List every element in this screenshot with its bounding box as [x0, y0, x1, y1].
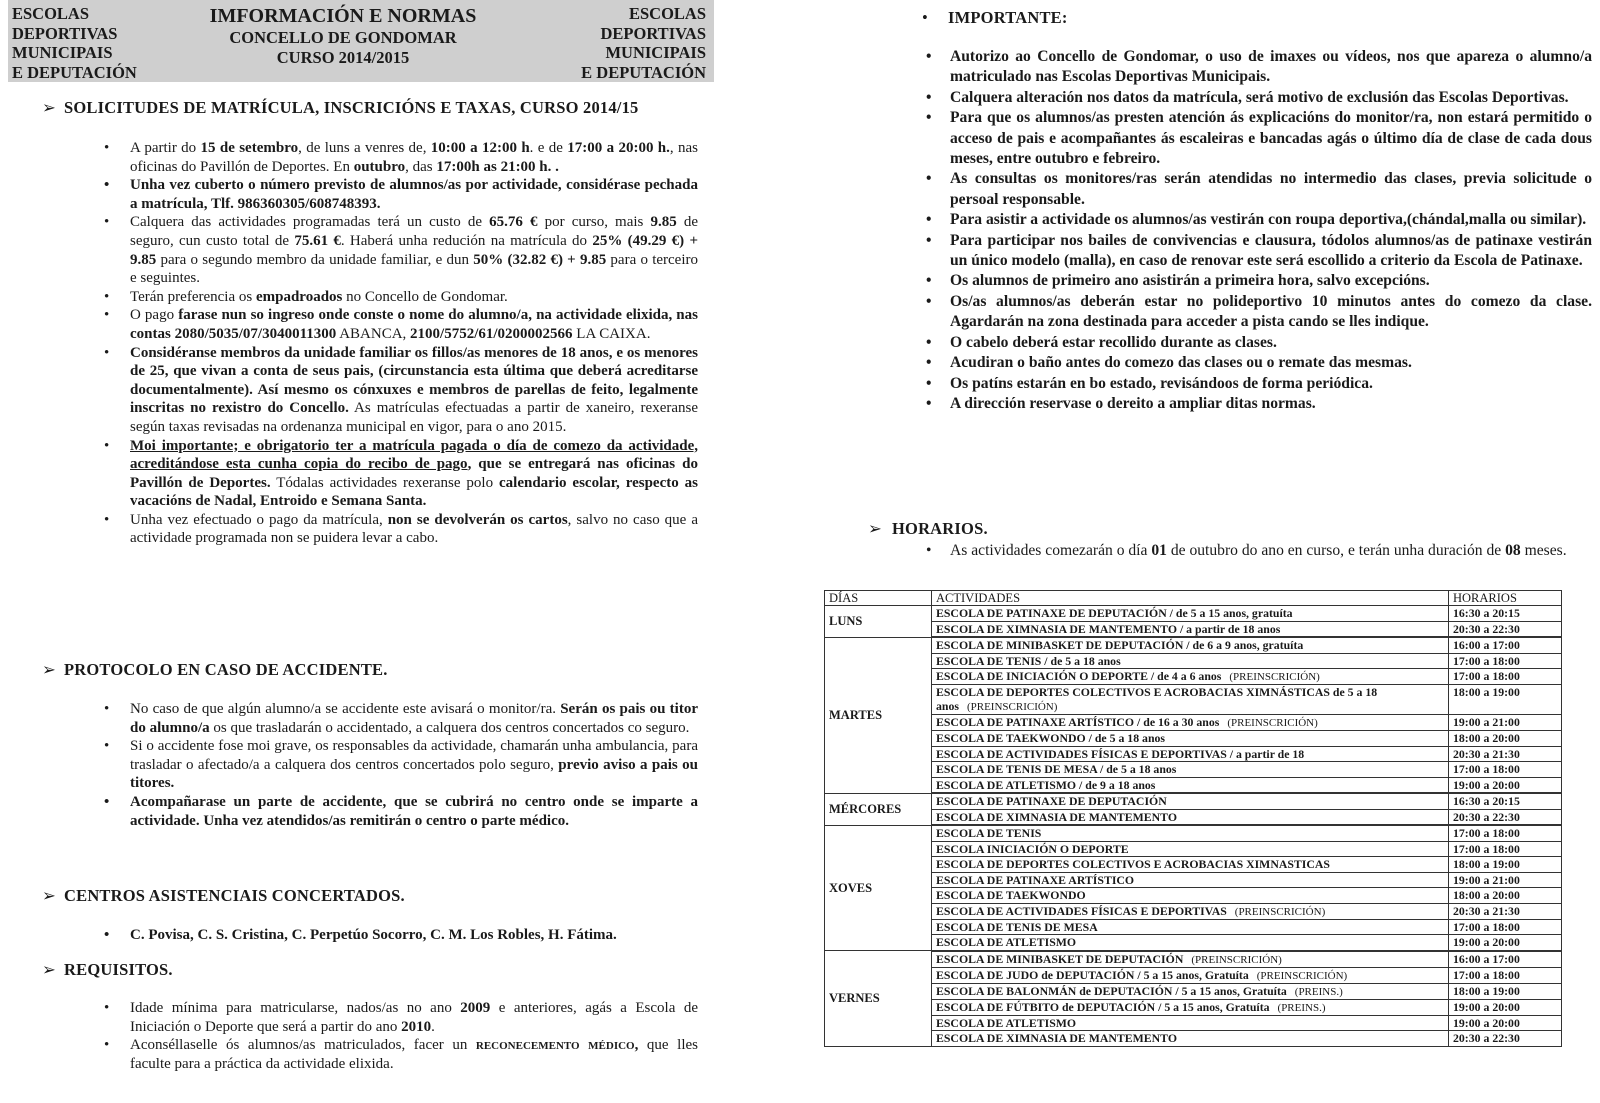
- list-item: [926, 353, 1592, 373]
- section-title-text: IMPORTANTE:: [948, 8, 1068, 27]
- activity-cell: [932, 841, 1449, 857]
- list-item: [926, 210, 1592, 230]
- section-title-centros: [42, 886, 405, 906]
- activity-name: ESCOLA DE ATLETISMO / de 9 a 18 anos: [936, 777, 1156, 792]
- arrow-icon: ➢: [42, 660, 57, 679]
- hours-cell: 19:00 a 20:00: [1449, 1015, 1562, 1031]
- text-run: para o terceiro e seguintes.: [130, 251, 698, 287]
- text-run: LA CAIXA.: [572, 325, 651, 342]
- hours-cell: 17:00 a 18:00: [1449, 669, 1562, 685]
- section-title-importante: [922, 8, 1068, 28]
- hours-cell: 18:00 a 20:00: [1449, 731, 1562, 747]
- hours-cell: 17:00 a 18:00: [1449, 841, 1562, 857]
- activity-name: ESCOLA DE XIMNASIA DE MANTEMENTO: [936, 809, 1178, 824]
- text-run: .: [431, 1018, 435, 1035]
- bullet-icon: •: [926, 272, 932, 290]
- hours-cell: 20:30 a 22:30: [1449, 1031, 1562, 1047]
- text-run: C. Povisa, C. S. Cristina, C. Perpetúo Socorro, C. M. Los Robles, H. Fátima.: [130, 927, 617, 943]
- hours-cell: 19:00 a 20:00: [1449, 777, 1562, 793]
- text-run: 10:00 a 12:00 h: [430, 140, 530, 156]
- text-run: Acudiran o baño antes do comezo das clases ou o remate das mesmas.: [950, 354, 1412, 372]
- activity-name: ESCOLA DE XIMNASIA DE MANTEMENTO: [936, 1031, 1178, 1045]
- table-row: [825, 872, 1562, 888]
- list-item: [104, 511, 698, 548]
- text-run: Terán preferencia os: [130, 288, 256, 305]
- requisitos-list: [104, 999, 698, 1073]
- activity-name: ESCOLA DE ATLETISMO: [936, 935, 1077, 949]
- text-run: previo aviso a pais ou titores.: [130, 756, 698, 792]
- text-run: As actividades comezarán o día: [950, 542, 1152, 559]
- bullet-icon: •: [104, 307, 110, 324]
- table-row: [825, 919, 1562, 935]
- activity-cell: [932, 762, 1449, 778]
- list-item: [104, 926, 698, 945]
- table-row: [825, 777, 1562, 793]
- table-row: [825, 746, 1562, 762]
- preinscription-note: (PREINSCRICIÓN): [1256, 969, 1348, 982]
- arrow-icon: ➢: [42, 960, 57, 979]
- arrow-icon: ➢: [42, 886, 57, 905]
- text-run: As matrículas efectuadas a partir de xaneiro, rexeranse según taxas revisadas na ordenanza municipal en vigor, para o ano 2015.: [130, 400, 698, 435]
- text-run: farase nun so ingreso onde conste o nome do alumno/a, na actividade elixida, nas contas 2080/5035/07/3040011300: [130, 307, 698, 342]
- header-right-line: ESCOLAS: [628, 4, 706, 23]
- header-left-line: ESCOLAS: [12, 4, 90, 23]
- day-cell: LUNS: [825, 606, 932, 638]
- preinscription-note: (PREINS.): [1294, 985, 1343, 998]
- header-center: [198, 4, 488, 67]
- header-course: CURSO 2014/2015: [276, 47, 410, 67]
- text-run: Tódalas actividades rexeranse polo: [270, 474, 500, 491]
- bullet-icon: •: [104, 738, 110, 755]
- text-run: Aconséllaselle ós alumnos/as matriculados, facer un: [130, 1037, 476, 1054]
- activity-name: ESCOLA DE PATINAXE DE DEPUTACIÓN: [936, 794, 1167, 808]
- header-left-line: E DEPUTACIÓN: [12, 62, 137, 82]
- list-item: [104, 288, 698, 307]
- activity-cell: [932, 951, 1449, 968]
- bullet-icon: •: [104, 140, 110, 156]
- day-cell: MÉRCORES: [825, 793, 932, 825]
- text-run: No caso de que algún alumno/a se accidente este avisará o monitor/ra.: [130, 701, 561, 717]
- text-run: meses.: [1520, 542, 1567, 559]
- header-right-line: MUNICIPAIS: [605, 43, 706, 62]
- list-item: [926, 374, 1592, 394]
- table-row: [825, 999, 1562, 1015]
- list-item: [926, 271, 1592, 291]
- left-column: [8, 0, 714, 82]
- list-item: [104, 437, 698, 511]
- hours-cell: 16:30 a 20:15: [1449, 793, 1562, 809]
- text-run: 17:00h as 21:00 h. .: [436, 158, 559, 175]
- text-run: As consultas os monitores/ras serán atendidas no intermedio das clases, previa solicitude o persoal responsable.: [950, 170, 1592, 208]
- bullet-icon: •: [926, 333, 932, 351]
- activity-cell: [932, 637, 1449, 653]
- activity-name: ESCOLA DE TENIS DE MESA / de 5 a 18 anos: [936, 762, 1177, 776]
- activity-name: ESCOLA DE DEPORTES COLECTIVOS E ACROBACIAS XIMNASTICAS: [936, 857, 1330, 871]
- activity-name: ESCOLA DE TENIS DE MESA: [936, 919, 1098, 934]
- table-row: [825, 685, 1562, 715]
- text-run: , de luns a venres de,: [298, 140, 431, 156]
- text-run: , nas oficinas do Pavillón de Deportes. En: [130, 140, 698, 175]
- text-run: Para que os alumnos/as presten atención ás explicacións do monitor/ra, non estará permitido o acceso de pais e acompañantes ás escaleiras e bancadas agás o último día de clase de cada dous meses, entre outubro e febreiro.: [950, 109, 1592, 168]
- activity-name: ESCOLA DE TENIS: [936, 826, 1042, 840]
- activity-cell: [932, 967, 1449, 983]
- text-run: . Haberá unha redución na matrícula do: [340, 232, 593, 249]
- table-row: [825, 935, 1562, 951]
- arrow-icon: ➢: [868, 519, 883, 538]
- activity-name: ESCOLA DE MINIBASKET DE DEPUTACIÓN: [936, 951, 1184, 966]
- activity-name: ESCOLA DE XIMNASIA DE MANTEMENTO / a partir de 18 anos: [936, 621, 1281, 636]
- text-run: Para participar nos bailes de convivencias e clausura, tódolos alumnos/as de patinaxe vestirán un único modelo (malla), en caso de renovar este será escollido a criterio da Escola de Patinaxe.: [950, 231, 1592, 270]
- activity-name: ESCOLA DE BALONMÁN de DEPUTACIÓN / 5 a 15 anos, Gratuíta: [936, 983, 1287, 998]
- activity-cell: [932, 919, 1449, 935]
- hours-cell: 20:30 a 22:30: [1449, 621, 1562, 637]
- activity-cell: [932, 872, 1449, 888]
- table-row: [825, 951, 1562, 968]
- text-run: Os alumnos de primeiro ano asistirán a primeira hora, salvo excepcións.: [950, 272, 1430, 290]
- activity-name: ESCOLA DE JUDO de DEPUTACIÓN / 5 a 15 anos, Gratuíta: [936, 967, 1249, 982]
- section-title-text: REQUISITOS.: [64, 960, 173, 979]
- section-title-text: PROTOCOLO EN CASO DE ACCIDENTE.: [64, 660, 388, 679]
- activity-name: ESCOLA DE TENIS / de 5 a 18 anos: [936, 653, 1121, 668]
- text-run: Calquera alteración nos datos da matrícula, será motivo de exclusión das Escolas Deportivas.: [950, 88, 1569, 106]
- text-run: O cabelo deberá estar recollido durante as clases.: [950, 333, 1277, 351]
- bullet-icon: •: [926, 542, 932, 559]
- activity-cell: [932, 999, 1449, 1015]
- text-run: 2100/5752/61/0200002566: [410, 325, 573, 342]
- header-left: [12, 4, 137, 82]
- text-run: Acompañarase un parte de accidente, que se cubrirá no centro onde se imparte a actividade. Unha vez atendidos/as remitirán o centro o parte médico.: [130, 793, 698, 829]
- section-title-requisitos: [42, 960, 173, 980]
- activity-name: ESCOLA DE DEPORTES COLECTIVOS E ACROBACIAS XIMNÁSTICAS de 5 a 18 anos: [936, 685, 1378, 713]
- table-header-row: [825, 591, 1562, 606]
- table-row: [825, 809, 1562, 825]
- text-run: Os/as alumnos/as deberán estar no polideportivo 10 minutos antes do comezo da clase. Agardarán na zona destinada para acceder a pista cando se lles indique.: [950, 292, 1592, 331]
- text-run: Unha vez efectuado o pago da matrícula,: [130, 511, 388, 528]
- text-run: 01: [1151, 542, 1167, 559]
- table-row: [825, 637, 1562, 653]
- list-item: [104, 737, 698, 793]
- bullet-icon: •: [926, 170, 932, 188]
- hours-cell: 17:00 a 18:00: [1449, 762, 1562, 778]
- preinscription-note: (PREINSCRICIÓN): [1227, 717, 1318, 729]
- text-run: non se devolverán os cartos: [387, 511, 568, 528]
- text-run: 75.61 €: [294, 232, 341, 249]
- text-run: no Concello de Gondomar.: [342, 288, 508, 305]
- table-row: [825, 841, 1562, 857]
- list-item: [926, 88, 1592, 108]
- list-item: [104, 700, 698, 737]
- bullet-icon: •: [104, 511, 110, 528]
- text-run: Moi importante; e obrigatorio ter a matrícula pagada o día de comezo da actividade, acreditándose esta cunha copia do recibo de pago: [130, 437, 698, 473]
- activity-cell: [932, 606, 1449, 622]
- table-row: [825, 903, 1562, 919]
- list-item: [104, 1036, 698, 1073]
- protocolo-list: [104, 700, 698, 830]
- preinscription-note: (PREINSCRICIÓN): [1191, 953, 1282, 966]
- preinscription-note: (PREINS.): [1277, 1001, 1326, 1014]
- hours-cell: 19:00 a 20:00: [1449, 935, 1562, 951]
- activity-cell: [932, 857, 1449, 873]
- text-run: para o segundo membro da unidade familiar, e dun: [156, 251, 474, 268]
- activity-cell: [932, 1031, 1449, 1047]
- list-item: [104, 306, 698, 343]
- hours-cell: 20:30 a 22:30: [1449, 809, 1562, 825]
- bullet-icon: •: [104, 437, 110, 454]
- bullet-icon: •: [104, 1037, 110, 1054]
- activity-cell: [932, 888, 1449, 904]
- activity-cell: [932, 746, 1449, 762]
- text-run: e anteriores, agás a Escola de Iniciación o Deporte que será a partir do ano: [130, 1000, 698, 1035]
- activity-name: ESCOLA DE TAEKWONDO: [936, 888, 1086, 902]
- list-item: [104, 344, 698, 437]
- activity-cell: [932, 621, 1449, 637]
- text-run: , salvo no caso que a actividade programada non se puidera levar a cabo.: [130, 511, 698, 547]
- activity-name: ESCOLA DE INICIACIÓN O DEPORTE / de 4 a 6 anos: [936, 669, 1222, 683]
- list-item: [926, 108, 1592, 169]
- table-row: [825, 983, 1562, 999]
- activity-name: ESCOLA INICIACIÓN O DEPORTE: [936, 841, 1129, 856]
- text-run: 9.85: [650, 214, 677, 231]
- activity-cell: [932, 809, 1449, 825]
- list-item: [926, 292, 1592, 333]
- header-subtitle: CONCELLO DE GONDOMAR: [229, 28, 457, 47]
- section-title-horarios: [868, 519, 988, 539]
- bullet-icon: •: [926, 88, 932, 106]
- text-run: Si o accidente fose moi grave, os responsables da actividade, chamarán unha ambulancia, para trasladar o afectado/a a calquera dos centros concertados polo seguro,: [130, 738, 698, 773]
- hours-cell: 18:00 a 19:00: [1449, 685, 1562, 715]
- hours-cell: 19:00 a 21:00: [1449, 715, 1562, 731]
- table-row: [825, 857, 1562, 873]
- hours-cell: 20:30 a 21:30: [1449, 903, 1562, 919]
- list-item: [104, 139, 698, 176]
- hours-cell: 18:00 a 19:00: [1449, 983, 1562, 999]
- activity-name: ESCOLA DE ATLETISMO: [936, 1015, 1077, 1030]
- bullet-icon: •: [926, 231, 932, 249]
- text-run: 25% (49.29 €) + 9.85: [130, 232, 699, 268]
- text-run: . e de: [529, 140, 568, 156]
- text-run: 17:00 a 20:00 h.: [567, 140, 670, 156]
- text-run: , que se entregará nas oficinas do Pavillón de Deportes.: [130, 456, 698, 491]
- activity-name: ESCOLA DE ACTIVIDADES FÍSICAS E DEPORTIVAS / a partir de 18: [936, 746, 1305, 761]
- text-run: 50% (32.82 €) + 9.85: [473, 251, 607, 268]
- text-run: , das: [405, 158, 437, 175]
- table-row: [825, 731, 1562, 747]
- bullet-icon: •: [926, 394, 932, 412]
- day-cell: XOVES: [825, 825, 932, 951]
- section-title-solicitudes: [42, 98, 638, 118]
- text-run: 08: [1505, 542, 1521, 559]
- preinscription-note: (PREINSCRICIÓN): [1229, 671, 1320, 683]
- bullet-icon: •: [104, 1000, 110, 1016]
- list-item: [104, 213, 699, 287]
- hours-cell: 17:00 a 18:00: [1449, 919, 1562, 935]
- hours-cell: 16:30 a 20:15: [1449, 606, 1562, 622]
- list-item: [926, 394, 1592, 414]
- table-row: [825, 606, 1562, 622]
- text-run: O pago: [130, 307, 179, 324]
- document-title: IMFORMACIÓN E NORMAS: [209, 5, 477, 27]
- hours-cell: 17:00 a 18:00: [1449, 967, 1562, 983]
- table-row: [825, 621, 1562, 637]
- text-run: 15 de setembro: [200, 140, 299, 156]
- list-item: [926, 231, 1592, 272]
- table-row: [825, 1031, 1562, 1047]
- text-run: que lles faculte para a práctica da actividade elixida.: [130, 1037, 698, 1072]
- text-run: por curso, mais: [537, 214, 651, 231]
- column-header-activities: ACTIVIDADES: [932, 591, 1449, 606]
- bullet-icon: •: [104, 701, 110, 717]
- activity-cell: [932, 903, 1449, 919]
- text-run: 2009: [460, 1000, 491, 1016]
- activity-name: ESCOLA DE TAEKWONDO / de 5 a 18 anos: [936, 731, 1165, 745]
- section-title-protocolo: [42, 660, 388, 680]
- bullet-icon: •: [104, 177, 110, 194]
- column-header-days: DÍAS: [825, 591, 932, 606]
- bullet-icon: •: [104, 288, 110, 305]
- activity-name: ESCOLA DE PATINAXE DE DEPUTACIÓN / de 5 a 15 anos, gratuíta: [936, 606, 1293, 620]
- activity-name: ESCOLA DE PATINAXE ARTÍSTICO: [936, 872, 1135, 887]
- activity-cell: [932, 731, 1449, 747]
- activity-cell: [932, 793, 1449, 809]
- activity-cell: [932, 685, 1449, 715]
- arrow-icon: ➢: [42, 98, 57, 117]
- list-item: [104, 999, 698, 1036]
- text-run: os que trasladarán o accidentado, a calquera dos centros concertados co seguro.: [209, 719, 690, 736]
- day-cell: VERNES: [825, 951, 932, 1047]
- table-row: [825, 967, 1562, 983]
- text-run: Os patíns estarán en bo estado, revisándoos de forma periódica.: [950, 374, 1373, 392]
- bullet-icon: •: [922, 8, 928, 27]
- text-run: A partir do: [130, 140, 201, 156]
- bullet-icon: •: [926, 354, 932, 372]
- table-row: [825, 888, 1562, 904]
- bullet-icon: •: [926, 211, 932, 229]
- activity-name: ESCOLA DE FÚTBITO de DEPUTACIÓN / 5 a 15 anos, Gratuíta: [936, 999, 1270, 1014]
- activity-cell: [932, 1015, 1449, 1031]
- text-run: reconecemento médico,: [475, 1037, 639, 1054]
- activity-name: ESCOLA DE ACTIVIDADES FÍSICAS E DEPORTIVAS: [936, 903, 1227, 918]
- hours-cell: 18:00 a 20:00: [1449, 888, 1562, 904]
- preinscription-note: (PREINSCRICIÓN): [1234, 905, 1326, 918]
- list-item: [104, 793, 698, 830]
- text-run: Idade mínima para matricularse, nados/as no ano: [130, 1000, 461, 1016]
- bullet-icon: •: [104, 927, 110, 943]
- bullet-icon: •: [104, 344, 110, 361]
- table-row: [825, 793, 1562, 809]
- section-title-text: HORARIOS.: [892, 519, 988, 538]
- hours-cell: 19:00 a 20:00: [1449, 999, 1562, 1015]
- header-left-line: MUNICIPAIS: [12, 43, 113, 62]
- table-row: [825, 715, 1562, 731]
- text-run: ABANCA,: [336, 325, 411, 342]
- activity-cell: [932, 669, 1449, 685]
- text-run: Para asistir a actividade os alumnos/as vestirán con roupa deportiva,(chándal,malla ou similar).: [950, 211, 1587, 229]
- bullet-icon: •: [104, 793, 110, 810]
- text-run: Considéranse membros da unidade familiar os fillos/as menores de 18 anos, e os menores de 25, que vivan a conta de seus pais, (circunstancia esta última que deberá acreditarse documentalmente). Así mesmo os cónxuxes e membros de parellas de feito, legalmente inscritas no rexistro do Concello.: [130, 344, 698, 417]
- activity-name: ESCOLA DE MINIBASKET DE DEPUTACIÓN / de 6 a 9 anos, gratuíta: [936, 638, 1304, 652]
- list-item: [926, 169, 1592, 210]
- table-row: [825, 762, 1562, 778]
- bullet-icon: •: [926, 374, 932, 392]
- activity-cell: [932, 825, 1449, 841]
- table-row: [825, 669, 1562, 685]
- table-row: [825, 825, 1562, 841]
- list-item: [926, 333, 1592, 353]
- section-title-text: CENTROS ASISTENCIAIS CONCERTADOS.: [64, 886, 405, 905]
- text-run: Unha vez cuberto o número previsto de alumnos/as por actividade, considérase pechada a matrícula, Tlf. 986360305/608748393.: [130, 177, 698, 212]
- text-run: 2010: [401, 1018, 432, 1035]
- document-header: [8, 0, 714, 82]
- bullet-icon: •: [926, 292, 932, 310]
- list-item: [926, 541, 1592, 561]
- hours-cell: 17:00 a 18:00: [1449, 825, 1562, 841]
- text-run: A dirección reservase o dereito a ampliar ditas normas.: [950, 394, 1316, 412]
- section-title-text: SOLICITUDES DE MATRÍCULA, INSCRICIÓNS E TAXAS, CURSO 2014/15: [64, 98, 639, 117]
- text-run: outubro: [353, 158, 406, 175]
- list-item: [104, 176, 698, 213]
- activity-cell: [932, 777, 1449, 793]
- hours-cell: 18:00 a 19:00: [1449, 857, 1562, 873]
- activity-name: ESCOLA DE PATINAXE ARTÍSTICO / de 16 a 30 anos: [936, 715, 1220, 729]
- column-header-hours: HORARIOS: [1449, 591, 1562, 606]
- text-run: calendario escolar, respecto as vacacións de Nadal, Entroido e Semana Santa.: [130, 474, 698, 510]
- header-right: [581, 4, 706, 82]
- text-run: 65.76 €: [489, 214, 538, 231]
- bullet-icon: •: [926, 109, 932, 127]
- horarios-list: [926, 541, 1592, 561]
- text-run: Autorizo ao Concello de Gondomar, o uso de imaxes ou vídeos, nos que apareza o alumno/a matriculado nas Escolas Deportivas Municipais.: [950, 48, 1592, 86]
- text-run: Calquera das actividades programadas terá un custo de: [130, 214, 490, 231]
- list-item: [926, 47, 1592, 88]
- text-run: empadroados: [255, 288, 343, 305]
- centros-list: [104, 926, 698, 945]
- text-run: de outubro do ano en curso, e terán unha duración de: [1166, 542, 1506, 559]
- hours-cell: 16:00 a 17:00: [1449, 951, 1562, 968]
- text-run: de seguro, cun custo total de: [130, 214, 699, 249]
- bullet-icon: •: [104, 214, 110, 231]
- activity-cell: [932, 715, 1449, 731]
- preinscription-note: (PREINSCRICIÓN): [966, 701, 1058, 713]
- hours-cell: 16:00 a 17:00: [1449, 637, 1562, 653]
- hours-cell: 19:00 a 21:00: [1449, 872, 1562, 888]
- table-row: [825, 1015, 1562, 1031]
- bullet-icon: •: [926, 48, 932, 65]
- activity-cell: [932, 653, 1449, 669]
- importante-list: [926, 47, 1592, 414]
- hours-cell: 17:00 a 18:00: [1449, 653, 1562, 669]
- day-cell: MARTES: [825, 637, 932, 793]
- header-right-line: E DEPUTACIÓN: [581, 62, 706, 82]
- schedule-table: [824, 590, 1562, 1047]
- text-run: Serán os pais ou titor do alumno/a: [130, 701, 698, 736]
- hours-cell: 20:30 a 21:30: [1449, 746, 1562, 762]
- activity-cell: [932, 983, 1449, 999]
- header-right-line: DEPORTIVAS: [600, 23, 706, 43]
- solicitudes-list: [104, 139, 699, 548]
- header-left-line: DEPORTIVAS: [12, 23, 118, 43]
- schedule-body: [825, 606, 1562, 1047]
- table-row: [825, 653, 1562, 669]
- activity-cell: [932, 935, 1449, 951]
